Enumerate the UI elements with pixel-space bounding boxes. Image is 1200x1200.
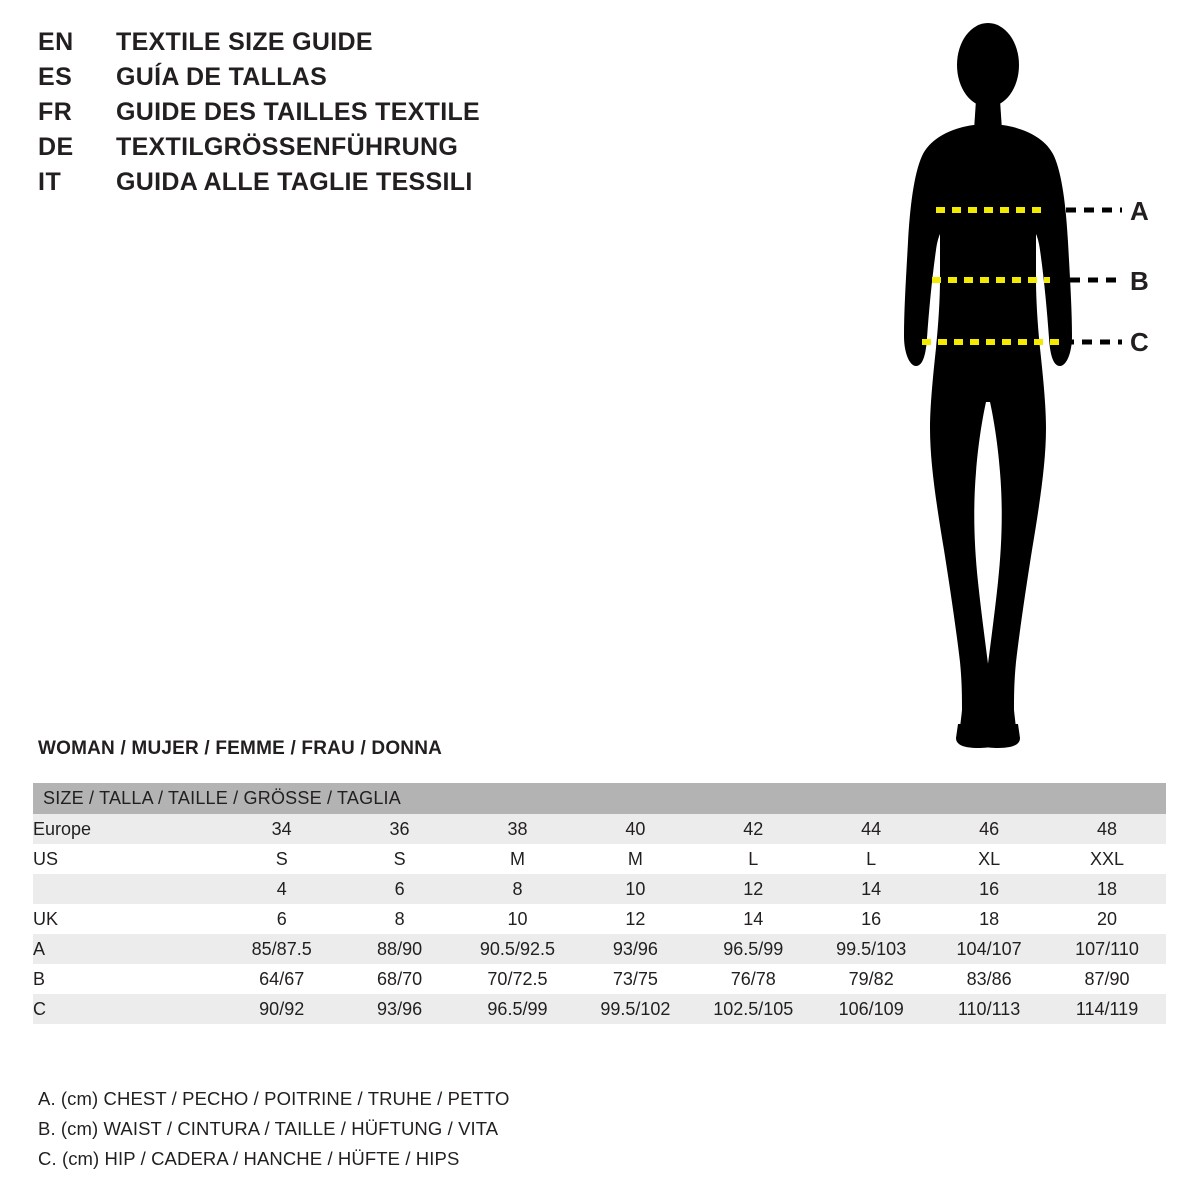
cell-us-5: L (694, 844, 812, 874)
cell-usnum-7: 16 (930, 874, 1048, 904)
cell-uk-7: 18 (930, 904, 1048, 934)
cell-uk-8: 20 (1048, 904, 1166, 934)
cell-us-6: L (812, 844, 930, 874)
language-code-en: EN (38, 28, 74, 56)
cell-a-5: 96.5/99 (694, 934, 812, 964)
title-text-en: TEXTILE SIZE GUIDE (116, 28, 373, 56)
cell-c-8: 114/119 (1048, 994, 1166, 1024)
cell-us-1: S (223, 844, 341, 874)
cell-uk-4: 12 (576, 904, 694, 934)
cell-usnum-5: 12 (694, 874, 812, 904)
title-text-es: GUÍA DE TALLAS (116, 63, 328, 91)
measurement-legend (38, 1088, 838, 1178)
title-text-it: GUIDA ALLE TAGLIE TESSILI (116, 168, 473, 196)
cell-europe-2: 36 (341, 814, 459, 844)
cell-europe-6: 44 (812, 814, 930, 844)
cell-a-7: 104/107 (930, 934, 1048, 964)
table-row (33, 874, 1166, 904)
title-text-fr: GUIDE DES TAILLES TEXTILE (116, 98, 481, 126)
title-row (38, 98, 678, 133)
footnote-waist: B. (cm) WAIST / CINTURA / TAILLE / HÜFTUNG / VITA (38, 1118, 499, 1139)
cell-b-4: 73/75 (576, 964, 694, 994)
cell-uk-5: 14 (694, 904, 812, 934)
table-row (33, 964, 1166, 994)
body-silhouette-icon (840, 10, 1180, 750)
row-label-us-numeric (33, 874, 223, 904)
footnote-chest: A. (cm) CHEST / PECHO / POITRINE / TRUHE / PETTO (38, 1088, 510, 1109)
row-label-c: C (33, 994, 223, 1024)
footnote-hip: C. (cm) HIP / CADERA / HANCHE / HÜFTE / HIPS (38, 1148, 460, 1169)
language-code-it: IT (38, 168, 62, 196)
language-title-block (38, 28, 678, 203)
cell-a-2: 88/90 (341, 934, 459, 964)
size-table (33, 783, 1166, 1024)
cell-usnum-2: 6 (341, 874, 459, 904)
title-row (38, 63, 678, 98)
cell-c-2: 93/96 (341, 994, 459, 1024)
cell-c-4: 99.5/102 (576, 994, 694, 1024)
cell-a-6: 99.5/103 (812, 934, 930, 964)
cell-a-8: 107/110 (1048, 934, 1166, 964)
cell-us-8: XXL (1048, 844, 1166, 874)
cell-a-4: 93/96 (576, 934, 694, 964)
cell-us-3: M (459, 844, 577, 874)
cell-uk-6: 16 (812, 904, 930, 934)
section-heading-woman: WOMAN / MUJER / FEMME / FRAU / DONNA (38, 738, 443, 759)
row-label-europe: Europe (33, 814, 223, 844)
language-code-es: ES (38, 63, 73, 91)
cell-c-3: 96.5/99 (459, 994, 577, 1024)
cell-usnum-3: 8 (459, 874, 577, 904)
cell-b-2: 68/70 (341, 964, 459, 994)
title-text-de: TEXTILGRÖSSENFÜHRUNG (116, 133, 459, 161)
cell-b-7: 83/86 (930, 964, 1048, 994)
cell-europe-1: 34 (223, 814, 341, 844)
cell-europe-4: 40 (576, 814, 694, 844)
title-row (38, 28, 678, 63)
cell-uk-3: 10 (459, 904, 577, 934)
cell-uk-1: 6 (223, 904, 341, 934)
cell-us-4: M (576, 844, 694, 874)
cell-us-7: XL (930, 844, 1048, 874)
cell-c-7: 110/113 (930, 994, 1048, 1024)
row-label-uk: UK (33, 904, 223, 934)
title-row (38, 168, 678, 203)
table-header-label: SIZE / TALLA / TAILLE / GRÖSSE / TAGLIA (33, 783, 1166, 814)
cell-c-5: 102.5/105 (694, 994, 812, 1024)
cell-usnum-4: 10 (576, 874, 694, 904)
table-row (33, 994, 1166, 1024)
table-row (33, 844, 1166, 874)
table-row (33, 904, 1166, 934)
cell-a-3: 90.5/92.5 (459, 934, 577, 964)
cell-c-1: 90/92 (223, 994, 341, 1024)
cell-europe-3: 38 (459, 814, 577, 844)
table-header-row (33, 783, 1166, 814)
cell-usnum-6: 14 (812, 874, 930, 904)
cell-b-5: 76/78 (694, 964, 812, 994)
cell-b-8: 87/90 (1048, 964, 1166, 994)
measure-label-c: C (1130, 327, 1149, 357)
cell-us-2: S (341, 844, 459, 874)
cell-europe-7: 46 (930, 814, 1048, 844)
cell-b-1: 64/67 (223, 964, 341, 994)
female-body-figure (840, 10, 1180, 750)
cell-usnum-8: 18 (1048, 874, 1166, 904)
cell-b-6: 79/82 (812, 964, 930, 994)
row-label-us: US (33, 844, 223, 874)
table-row (33, 814, 1166, 844)
language-code-de: DE (38, 133, 74, 161)
cell-europe-5: 42 (694, 814, 812, 844)
measure-label-a: A (1130, 196, 1149, 226)
table-row (33, 934, 1166, 964)
measure-label-b: B (1130, 266, 1149, 296)
title-row (38, 133, 678, 168)
row-label-b: B (33, 964, 223, 994)
cell-europe-8: 48 (1048, 814, 1166, 844)
language-code-fr: FR (38, 98, 73, 126)
cell-usnum-1: 4 (223, 874, 341, 904)
cell-c-6: 106/109 (812, 994, 930, 1024)
cell-a-1: 85/87.5 (223, 934, 341, 964)
cell-uk-2: 8 (341, 904, 459, 934)
cell-b-3: 70/72.5 (459, 964, 577, 994)
row-label-a: A (33, 934, 223, 964)
